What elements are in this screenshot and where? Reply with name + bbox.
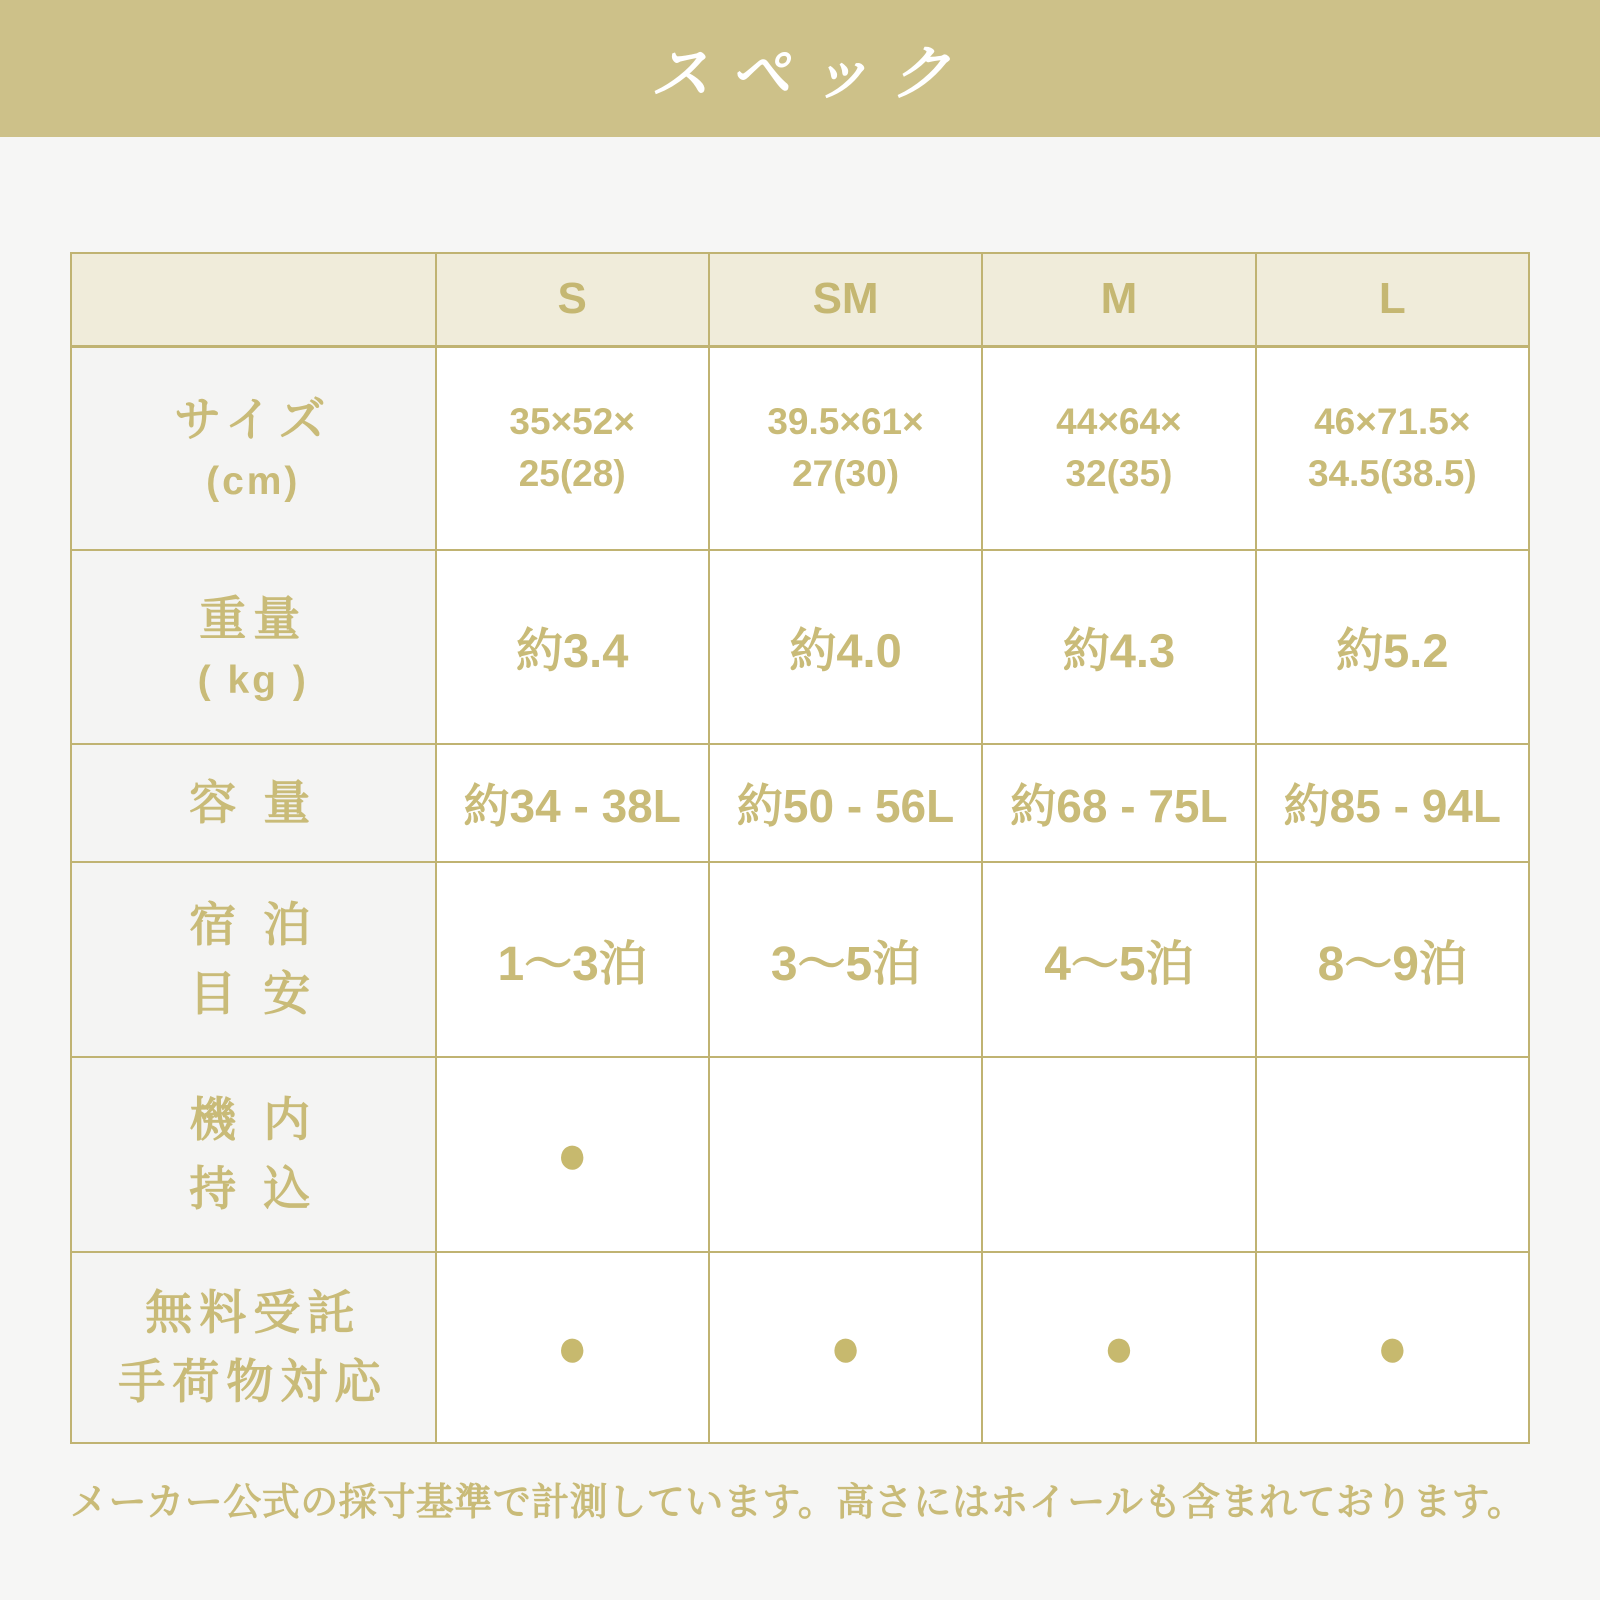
cell-nights-sm: 3〜5泊: [709, 862, 982, 1057]
row-label-text: 持 込: [189, 1161, 318, 1215]
dot-indicator: ●: [556, 1123, 588, 1186]
row-label-text: サイズ: [174, 392, 333, 446]
cell-size-sm: [709, 346, 982, 550]
cell-carryon-l: [1256, 1057, 1529, 1252]
measurement-note: メーカー公式の採寸基準で計測しています。高さにはホイールも含まれております。: [70, 1482, 1526, 1524]
row-label-nights: [71, 862, 436, 1057]
dot-indicator: ●: [829, 1316, 862, 1379]
cell-checked-l: [1256, 1252, 1529, 1443]
cell-text: 32(35): [1065, 453, 1173, 495]
cell-nights-m: 4〜5泊: [982, 862, 1255, 1057]
row-label-weight: [71, 550, 436, 744]
cell-text: 46×71.5×: [1314, 401, 1471, 443]
row-label-text: 無料受託: [145, 1286, 362, 1340]
cell-weight-m: 約4.3: [982, 550, 1255, 744]
row-label-capacity: [71, 744, 436, 862]
cell-carryon-s: [436, 1057, 709, 1252]
content-area: [0, 137, 1600, 1526]
cell-size-l: [1256, 346, 1529, 550]
row-label-text: 機 内: [189, 1093, 318, 1147]
cell-checked-s: [436, 1252, 709, 1443]
cell-nights-l: 8〜9泊: [1256, 862, 1529, 1057]
cell-weight-s: 約3.4: [436, 550, 709, 744]
dot-indicator: ●: [1103, 1316, 1135, 1379]
cell-text: 35×52×: [509, 401, 635, 443]
cell-capacity-m: 約68 - 75L: [982, 744, 1255, 862]
row-size: [71, 346, 1529, 550]
row-label-text: 手荷物対応: [118, 1354, 389, 1408]
row-weight: [71, 550, 1529, 744]
row-checked-baggage: [71, 1252, 1529, 1443]
column-header-s: S: [436, 253, 709, 346]
cell-weight-l: 約5.2: [1256, 550, 1529, 744]
cell-weight-sm: 約4.0: [709, 550, 982, 744]
corner-cell: [71, 253, 436, 346]
cell-size-s: [436, 346, 709, 550]
row-label-text: 宿 泊: [189, 898, 318, 952]
cell-text: 39.5×61×: [767, 401, 924, 443]
row-label-unit: ( kg ): [197, 658, 309, 702]
column-header-m: M: [982, 253, 1255, 346]
cell-text: 34.5(38.5): [1307, 453, 1477, 495]
column-header-l: L: [1256, 253, 1529, 346]
cell-carryon-sm: [709, 1057, 982, 1252]
cell-checked-sm: [709, 1252, 982, 1443]
row-label-text: 重量: [199, 591, 308, 645]
cell-capacity-s: 約34 - 38L: [436, 744, 709, 862]
cell-nights-s: 1〜3泊: [436, 862, 709, 1057]
table-header-row: [71, 253, 1529, 346]
cell-text: 44×64×: [1056, 401, 1182, 443]
row-label-carryon: [71, 1057, 436, 1252]
row-nights: [71, 862, 1529, 1057]
dot-indicator: ●: [556, 1316, 588, 1379]
cell-size-m: [982, 346, 1255, 550]
row-label-size: [71, 346, 436, 550]
dot-indicator: ●: [1376, 1316, 1409, 1379]
cell-checked-m: [982, 1252, 1255, 1443]
cell-text: 25(28): [518, 453, 626, 495]
cell-carryon-m: [982, 1057, 1255, 1252]
row-capacity: [71, 744, 1529, 862]
row-label-text: 目 安: [189, 966, 318, 1020]
column-header-sm: SM: [709, 253, 982, 346]
page-title: スペック: [650, 38, 970, 109]
header-banner: [0, 0, 1600, 137]
row-label-text: 容 量: [189, 775, 318, 829]
spec-table: [70, 252, 1530, 1444]
cell-capacity-sm: 約50 - 56L: [709, 744, 982, 862]
cell-text: 27(30): [792, 453, 900, 495]
row-carryon: [71, 1057, 1529, 1252]
row-label-unit: (cm): [206, 460, 301, 504]
cell-capacity-l: 約85 - 94L: [1256, 744, 1529, 862]
row-label-checked-baggage: [71, 1252, 436, 1443]
